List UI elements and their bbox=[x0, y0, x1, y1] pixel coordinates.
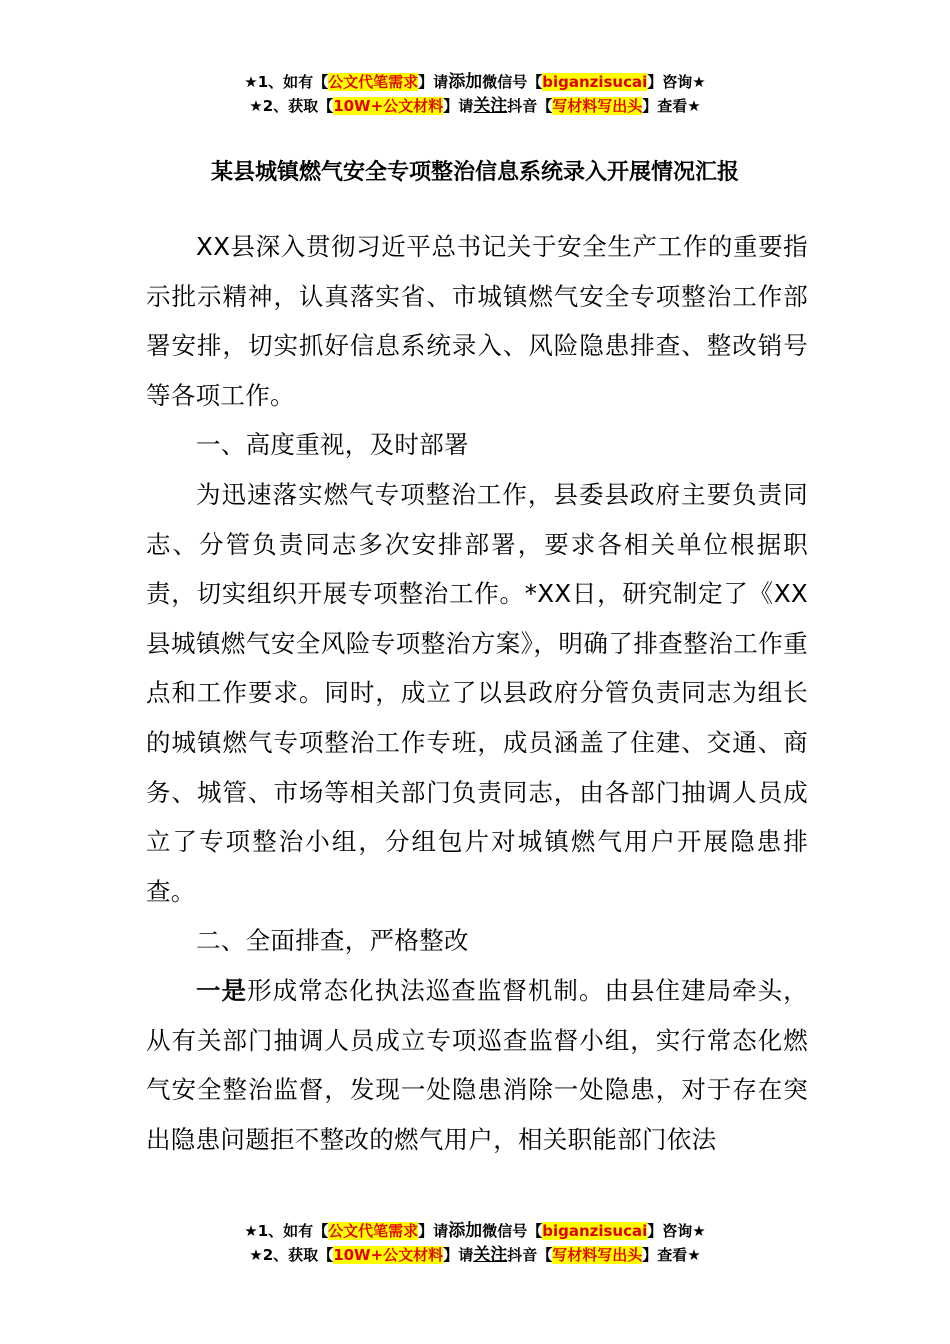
paragraph-inspection: 一是形成常态化执法巡查监督机制。由县住建局牵头，从有关部门抽调人员成立专项巡查监督小组，实行常态化燃气安全整治监督，发现一处隐患消除一处隐患，对于存在突出隐患问题拒不整改的燃气用户，相关职能部门依法 bbox=[146, 975, 808, 1154]
paragraph-intro: XX县深入贯彻习近平总书记关于安全生产工作的重要指示批示精神，认真落实省、市城镇燃气安全专项整治工作部署安排，切实抓好信息系统录入、风险隐患排查、整改销号等各项工作。 bbox=[146, 232, 808, 410]
banner-line-1: ★1、如有【公文代笔需求】请添加微信号【biganzisucai】咨询★ bbox=[244, 1221, 706, 1241]
lead-bold: 一是 bbox=[196, 975, 248, 1005]
footer-banner bbox=[0, 1219, 950, 1267]
banner-line-2: ★2、获取【10W+公文材料】请关注抖音【写材料写出头】查看★ bbox=[249, 1245, 701, 1265]
highlight-wechat-id: biganzisucai bbox=[542, 73, 648, 91]
section-heading-2: 二、全面排查，严格整改 bbox=[196, 926, 469, 956]
document-body bbox=[146, 222, 808, 1164]
paragraph-deployment: 为迅速落实燃气专项整治工作，县委县政府主要负责同志、分管负责同志多次安排部署，要求各相关单位根据职责，切实组织开展专项整治工作。*XX日，研究制定了《XX县城镇燃气安全风险专项整治方案》，明确了排查整治工作重点和工作要求。同时，成立了以县政府分管负责同志为组长的城镇燃气专项整治工作专班，成员涵盖了住建、交通、商务、城管、市场等相关部门负责同志，由各部门抽调人员成立了专项整治小组，分组包片对城镇燃气用户开展隐患排查。 bbox=[146, 479, 808, 906]
section-heading-1: 一、高度重视，及时部署 bbox=[196, 430, 469, 460]
highlight-douyin: 写材料写出头 bbox=[552, 97, 643, 115]
document-title: 某县城镇燃气安全专项整治信息系统录入开展情况汇报 bbox=[210, 160, 739, 185]
banner-line-1: ★1、如有【公文代笔需求】请添加微信号【biganzisucai】咨询★ bbox=[244, 72, 706, 92]
header-banner bbox=[0, 70, 950, 118]
highlight-douyin: 写材料写出头 bbox=[552, 1246, 643, 1264]
highlight-service: 公文代笔需求 bbox=[328, 73, 419, 91]
highlight-service: 公文代笔需求 bbox=[328, 1222, 419, 1240]
highlight-materials: 10W+公文材料 bbox=[333, 97, 444, 115]
banner-line-2: ★2、获取【10W+公文材料】请关注抖音【写材料写出头】查看★ bbox=[249, 96, 701, 116]
highlight-materials: 10W+公文材料 bbox=[333, 1246, 444, 1264]
highlight-wechat-id: biganzisucai bbox=[542, 1222, 648, 1240]
